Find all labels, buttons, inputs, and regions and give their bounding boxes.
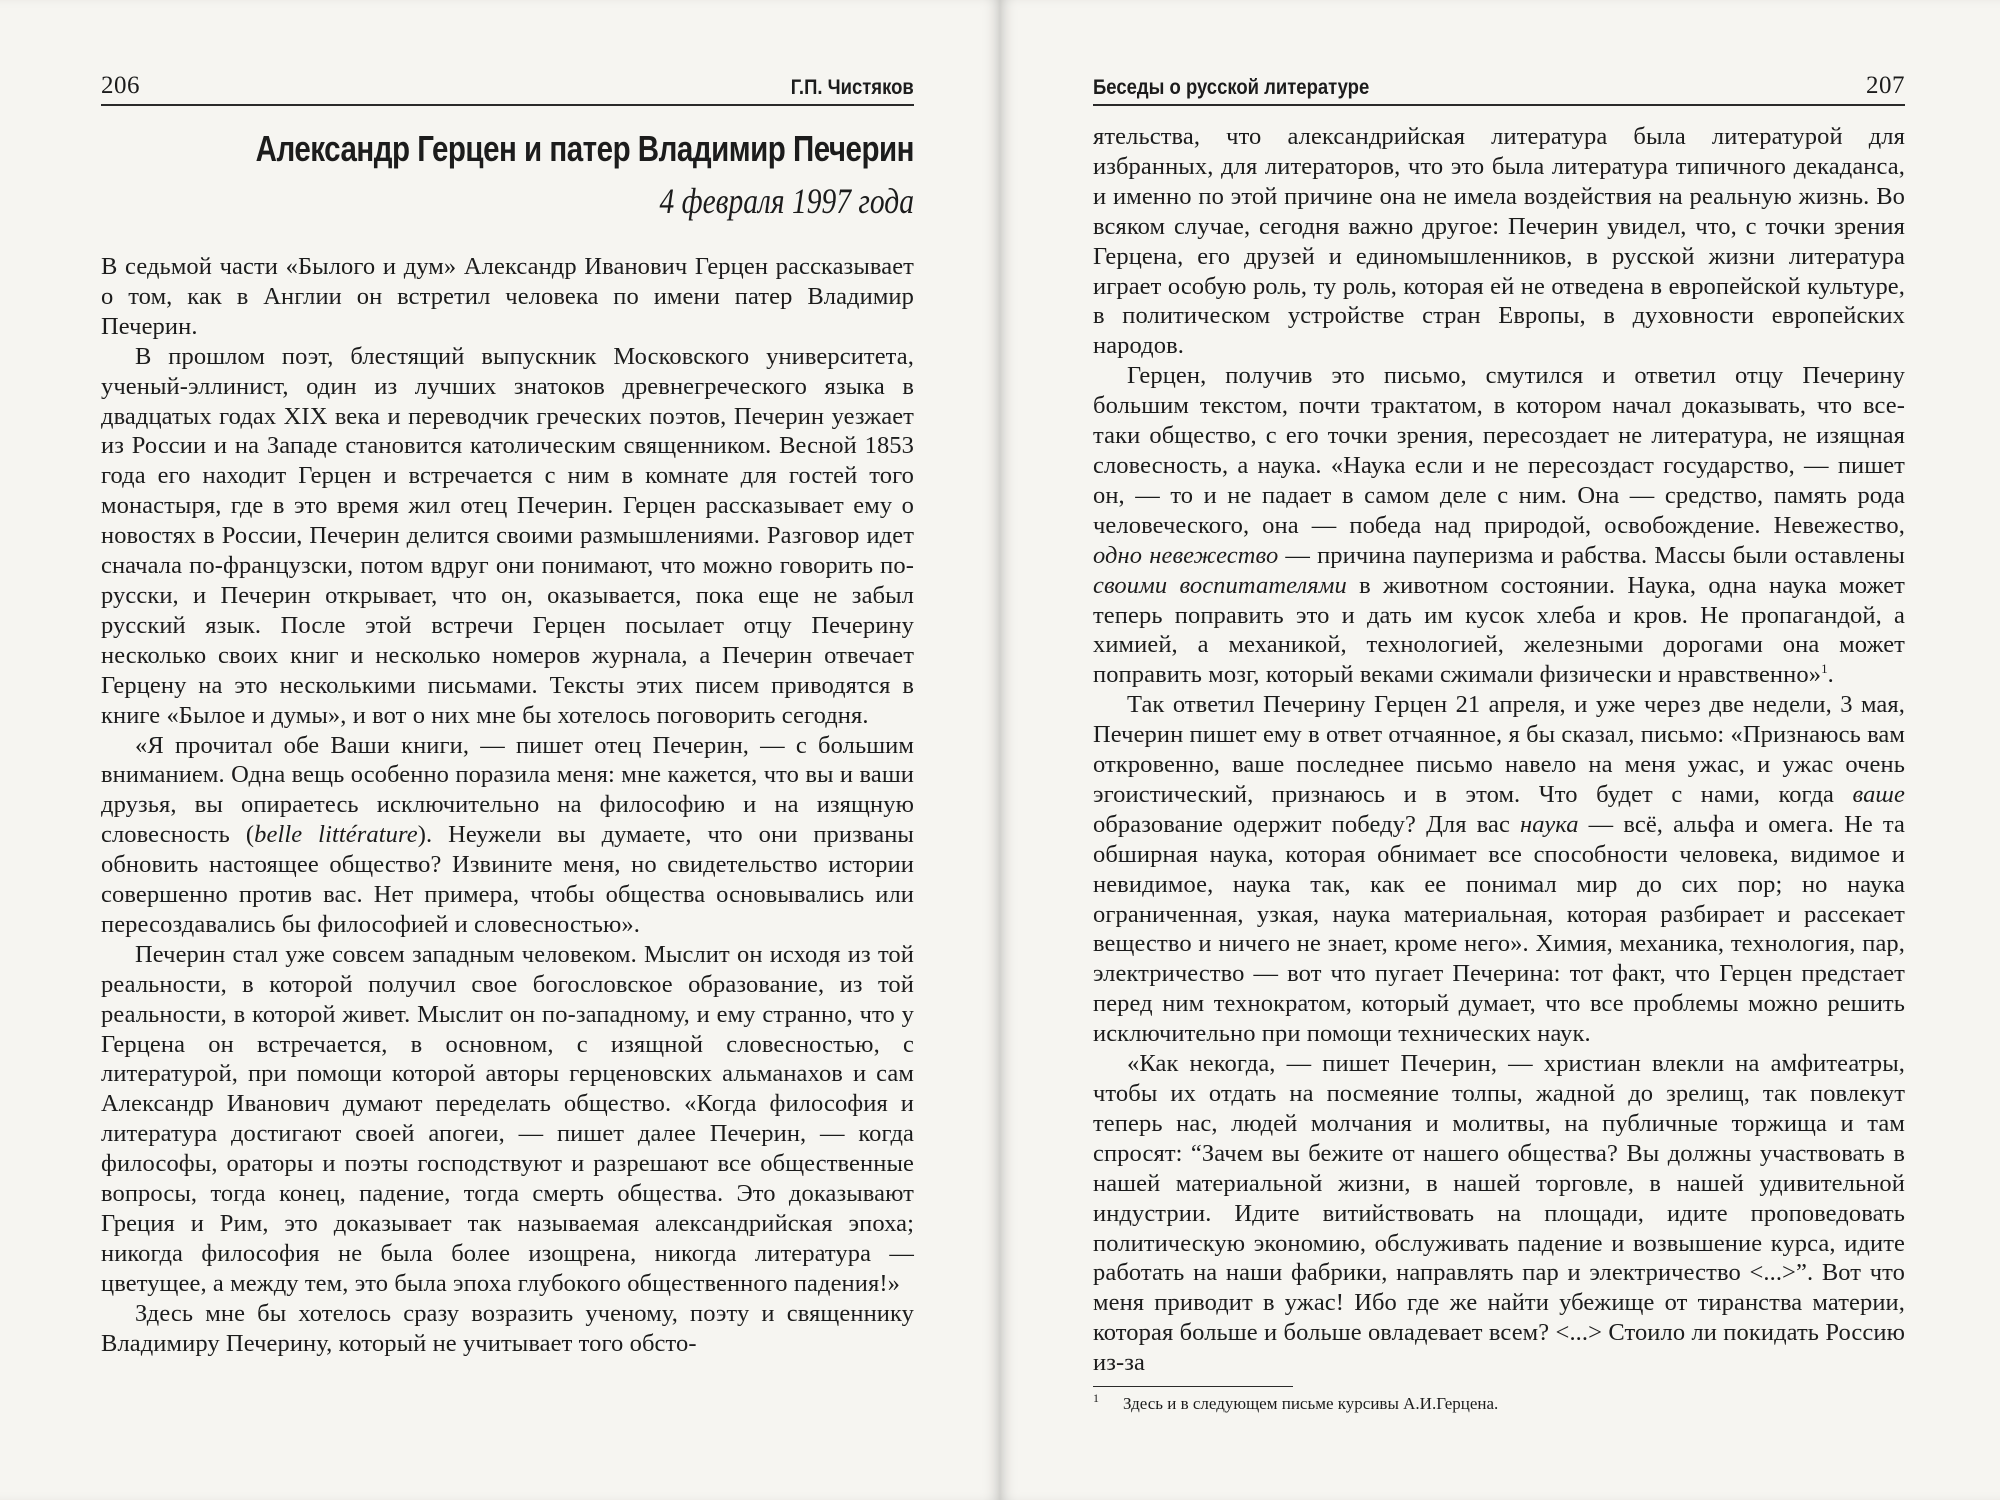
text-run: Так ответил Печерину Герцен 21 апреля, и уже через две недели, 3 мая, Печерин пишет ему в ответ отчаянное, я бы сказал, письмо: «Признаюсь вам откровенно, ваше последнее письмо навело на меня ужас, и ужас очень эгоистический, признаюсь и в этом. Что будет с нами, когда [1093,691,1905,808]
italic-phrase: ваше [1852,780,1905,808]
paragraph [1093,361,1905,690]
paragraph [1093,690,1905,1049]
text-run: — всё, альфа и омега. Не та обширная наука, которая обнимает все способности человека, видимое и невидимое, наука так, как ее понимал мир до сих пор; но наука ограниченная, узкая, наука материальная, которая разбирает и рассекает вещество и ничего не знает, кроме него». Химия, механика, технология, пар, электричество — вот что пугает Печерина: тот факт, что Герцен предстает перед ним технократом, который думает, что все проблемы можно решить исключительно при помощи технических наук. [1093,810,1905,1048]
text-run: образование одержит победу? Для вас [1093,810,1521,838]
right-running-head [1093,66,1905,106]
paragraph: Печерин стал уже совсем западным человеком. Мыслит он исходя из той реальности, в которой получил свое богословское образование, из той реальности, в которой живет. Мыслит он по-западному, и ему странно, что у Герцена он встречается, в основном, с изящной словесностью, с литературой, при помощи которой авторы герценовских альманахов и сам Александр Иванович думают переделать общество. «Когда философия и литература достигают своей апогеи, — пишет далее Печерин, — когда философы, ораторы и поэты господствуют и разрешают все общественные вопросы, тогда конец, падение, тогда смерть общества. Это доказывают Греция и Рим, это доказывает так называемая александрийская эпоха; никогда философия не была более изощрена, никогда литература — цветущее, а между тем, это была эпоха глубокого общественного падения!» [101,940,914,1297]
right-body-text [1093,122,1905,1378]
paragraph: В прошлом поэт, блестящий выпускник Московского университета, ученый-эллинист, один из лучших знатоков древнегреческого языка в двадцатых годах XIX века и переводчик греческих поэтов, Печерин уезжает из России и на Западе становится католическим священником. Весной 1853 года его находит Герцен и встречается с ним в комнате для гостей того монастыря, где в это время жил отец Печерин. Герцен рассказывает ему о новостях в России, Печерин делится своими размышлениями. Разговор идет сначала по-французски, потом вдруг они понимают, что можно говорить по-русски, и Печерин открывает, что он, оказывается, пока еще не забыл русский язык. После этой встречи Герцен посылает отцу Печерину несколько своих книг и несколько номеров журнала, а Печерин отвечает Герцену на это несколькими письмами. Тексты этих писем приводятся в книге «Былое и думы», и вот о них мне бы хотелось поговорить сегодня. [101,342,914,729]
right-page [1000,0,2000,1500]
page-number-right: 207 [1866,72,1905,99]
italic-phrase: одно невежество [1093,541,1279,569]
italic-phrase: своими воспитателями [1093,571,1347,599]
left-body-text [101,252,914,1359]
left-running-head [101,66,914,106]
paragraph: Здесь мне бы хотелось сразу возразить ученому, поэту и священнику Владимиру Печерину, который не учитывает того обсто- [101,1299,914,1357]
italic-phrase: наука [1520,810,1579,838]
paragraph: В седьмой части «Былого и дум» Александр Иванович Герцен рассказывает о том, как в Англии он встретил человека по имени патер Владимир Печерин. [101,253,914,340]
paragraph: «Как некогда, — пишет Печерин, — христиан влекли на амфитеатры, чтобы их отдать на посмеяние толпы, жадной до зрелищ, так повлекут теперь нас, людей молчания и молитвы, на публичные торжища и там спросят: “Зачем вы бежите от нашего общества? Вы должны участвовать в нашей материальной жизни, в нашей торговле, в нашей удивительной индустрии. Идите витийствовать на площади, идите проповедовать политическую экономию, обслуживать падение и возвышение курса, идите работать на наши фабрики, направлять пар и электричество <...>”. Вот что меня приводит в ужас! Ибо где же найти убежище от тиранства материи, которая больше и больше овладевает всем? <...> Стоило ли покидать Россию из-за [1093,1050,1905,1377]
chapter-title: Александр Герцен и патер Владимир Печерин [255,128,915,169]
text-run: Герцен, получив это письмо, смутился и ответил отцу Печерину большим текстом, почти трактатом, в котором начал доказывать, что все-таки общество, с его точки зрения, пересоздает не литература, не изящная словесность, а наука. «Наука если и не пересоздаст государство, — пишет он, — то и не падает в самом деле с ним. Она — средство, память рода человеческого, она — победа над природой, освобождение. Невежество, [1093,362,1905,539]
text-run: ). Неужели вы думаете, что они призваны обновить настоящее общество? Извините меня, но свидетельство истории совершенно против вас. Нет примера, чтобы общества основывались или пересоздавались бы философией и словесностью». [101,821,914,938]
chapter-date: 4 февраля 1997 года [659,181,914,221]
text-run: «Я прочитал обе Ваши книги, — пишет отец Печерин, — с большим вниманием. Одна вещь особенно поразила меня: мне кажется, что вы и ваши друзья, вы опираетесь исключительно на философию и на изящную словесность ( [101,731,914,849]
text-run: . [1827,661,1834,689]
text-run: — причина пауперизма и рабства. Массы были оставлены [1278,541,1905,569]
text-run: в животном состоянии. Наука, одна наука может теперь поправить это и дать им кусок хлеба и кров. Не пропагандой, а химией, а механикой, технологией, железными дорогами она может поправить мозг, который веками сжимали физически и нравственно» [1093,571,1905,689]
footnote-reference[interactable]: 1 [1821,661,1828,677]
book-running-head: Беседы о русской литературе [1093,76,1370,99]
paragraph [101,731,914,940]
paragraph: ятельства, что александрийская литература была литературой для избранных, для литераторов, что это была литература типичного декаданса, и именно по этой причине она не имела воздействия на реальную жизнь. Во всяком случае, сегодня важно другое: Печерин увидел, что, с точки зрения Герцена, его друзей и единомышленников, в русской жизни литература играет особую роль, ту роль, которая ей не отведена в европейской культуре, в политическом устройстве стран Европы, в духовности европейских народов. [1093,123,1905,360]
footnote: 1 Здесь и в следующем письме курсивы А.И.Герцена. [1093,1391,1499,1413]
italic-phrase: belle littérature [254,821,418,849]
page-number-left: 206 [101,72,140,99]
footnote-text: Здесь и в следующем письме курсивы А.И.Герцена. [1123,1394,1499,1413]
author-running-head: Г.П. Чистяков [791,76,914,99]
footnote-divider [1093,1386,1293,1387]
